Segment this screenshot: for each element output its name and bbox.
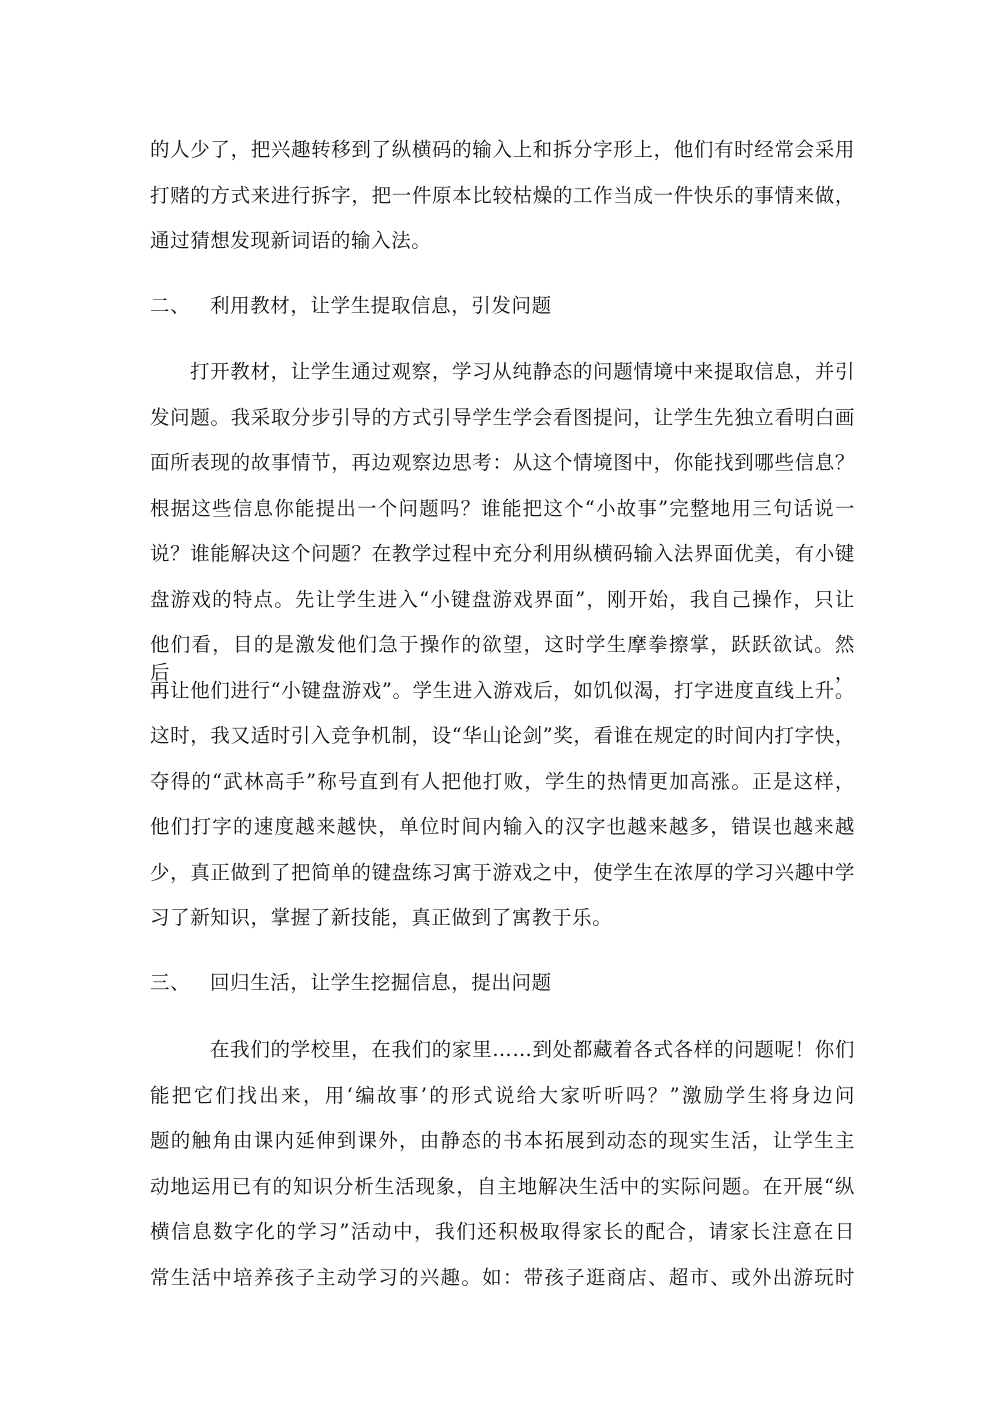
section-number: 二、	[150, 294, 191, 317]
paragraph-line: 这时，我又适时引入竞争机制，设“华山论剑”奖，看谁在规定的时间内打字快，	[150, 724, 855, 747]
paragraph-line: 题的触角由课内延伸到课外，由静态的书本拓展到动态的现实生活，让学生主	[150, 1129, 855, 1152]
paragraph-line: 夺得的“武林高手”称号直到有人把他打败，学生的热情更加高涨。正是这样，	[150, 770, 855, 793]
paragraph-line: 说？谁能解决这个问题？在教学过程中充分利用纵横码输入法界面优美，有小键	[150, 542, 855, 565]
paragraph-line: 常生活中培养孩子主动学习的兴趣。如：带孩子逛商店、超市、或外出游玩时	[150, 1266, 855, 1289]
paragraph-line: 他们看，目的是激发他们急于操作的欲望，这时学生摩拳擦掌，跃跃欲试。然后，	[150, 633, 855, 684]
paragraph-line: 盘游戏的特点。先让学生进入“小键盘游戏界面”，刚开始，我自己操作，只让	[150, 588, 855, 611]
section-number: 三、	[150, 971, 191, 994]
paragraph-line: 打赌的方式来进行拆字，把一件原本比较枯燥的工作当成一件快乐的事情来做，	[150, 184, 855, 207]
section-title: 利用教材，让学生提取信息，引发问题	[210, 294, 552, 317]
section-heading	[150, 969, 552, 997]
paragraph-line: 他们打字的速度越来越快，单位时间内输入的汉字也越来越多，错误也越来越	[150, 815, 855, 838]
paragraph-line: 横信息数字化的学习”活动中，我们还积极取得家长的配合，请家长注意在日	[150, 1220, 855, 1243]
paragraph-line: 根据这些信息你能提出一个问题吗？谁能把这个“小故事”完整地用三句话说一	[150, 497, 855, 520]
paragraph-line: 通过猜想发现新词语的输入法。	[150, 229, 432, 252]
paragraph-line: 能把它们找出来，用‘编故事’的形式说给大家听听吗？”激励学生将身边问	[150, 1084, 855, 1107]
paragraph-line: 再让他们进行“小键盘游戏”。学生进入游戏后，如饥似渴，打字进度直线上升。	[150, 679, 855, 702]
section-heading	[150, 292, 552, 320]
paragraph-line: 少，真正做到了把简单的键盘练习寓于游戏之中，使学生在浓厚的学习兴趣中学	[150, 861, 855, 884]
paragraph-line: 打开教材，让学生通过观察，学习从纯静态的问题情境中来提取信息，并引	[190, 360, 855, 383]
paragraph-line: 发问题。我采取分步引导的方式引导学生学会看图提问，让学生先独立看明白画	[150, 406, 855, 429]
paragraph-line: 习了新知识，掌握了新技能，真正做到了寓教于乐。	[150, 906, 613, 929]
section-title: 回归生活，让学生挖掘信息，提出问题	[210, 971, 552, 994]
paragraph-line: 动地运用已有的知识分析生活现象，自主地解决生活中的实际问题。在开展“纵	[150, 1175, 855, 1198]
paragraph-line: 面所表现的故事情节，再边观察边思考：从这个情境图中，你能找到哪些信息？	[150, 451, 855, 474]
paragraph-line: 的人少了，把兴趣转移到了纵横码的输入上和拆分字形上，他们有时经常会采用	[150, 138, 855, 161]
paragraph-line: 在我们的学校里，在我们的家里……到处都藏着各式各样的问题呢！你们	[210, 1038, 855, 1061]
